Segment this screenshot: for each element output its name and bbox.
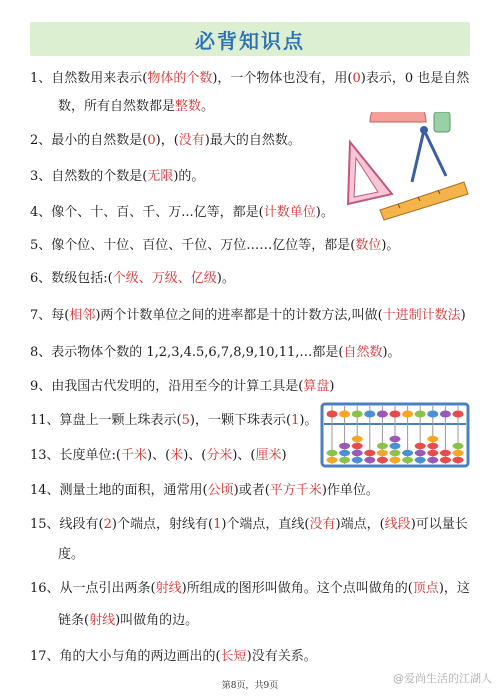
statement-text: 2、最小的自然数是(	[30, 133, 148, 148]
statement-text: )、(	[147, 448, 171, 463]
statement-text: 15、线段有(	[30, 517, 104, 532]
upper-bead	[339, 411, 350, 418]
statement-text: )可以量长	[410, 517, 468, 532]
answer-text: 长短	[220, 649, 247, 664]
answer-text: 计数单位	[263, 205, 316, 220]
lower-bead	[427, 457, 438, 463]
answer-text: 1	[291, 413, 300, 428]
knowledge-line-11	[30, 412, 317, 430]
lower-bead	[415, 450, 426, 456]
statement-text: )	[329, 379, 335, 394]
lower-bead	[377, 450, 388, 456]
answer-text: 0	[352, 71, 361, 86]
lower-bead	[339, 457, 350, 463]
knowledge-line-13	[30, 447, 287, 465]
answer-text: 2	[103, 517, 112, 532]
statement-text: )，这	[438, 581, 470, 596]
lower-bead	[427, 450, 438, 456]
upper-bead	[364, 411, 375, 418]
answer-text: 1	[213, 517, 222, 532]
answer-text: 公顷	[207, 483, 234, 498]
statement-text: )	[460, 308, 466, 323]
statement-text: 8、表示物体个数的 1,2,3,4.5,6,7,8,9,10,11,…都是(	[30, 345, 344, 360]
lower-bead	[427, 436, 438, 442]
knowledge-line-4	[30, 204, 334, 222]
knowledge-line-8	[30, 344, 401, 362]
answer-text: 没有	[309, 517, 336, 532]
statement-text: )。	[216, 271, 235, 286]
lower-bead	[453, 450, 464, 456]
lower-bead	[352, 450, 363, 456]
statement-text: 6、数级包括:(	[30, 271, 113, 286]
lower-bead	[352, 436, 363, 442]
lower-bead	[390, 443, 401, 449]
lower-bead	[427, 443, 438, 449]
answer-text: 分米	[206, 448, 233, 463]
answer-text: 整数	[175, 99, 202, 114]
lower-bead	[327, 450, 338, 456]
statement-text: )。	[315, 205, 334, 220]
statement-text: )的。	[173, 169, 205, 184]
statement-text: 7、每(	[30, 308, 70, 323]
statement-text: )。	[382, 345, 401, 360]
statement-text: )个端点，直线(	[221, 517, 310, 532]
statement-text: )叫做角的边。	[115, 613, 199, 628]
lower-bead	[339, 450, 350, 456]
answer-text: 无限	[147, 169, 174, 184]
statement-text: )。	[381, 238, 400, 253]
statement-text: 。	[201, 99, 215, 114]
lower-bead	[415, 443, 426, 449]
statement-text: )没有关系。	[246, 649, 317, 664]
statement-text: 17、角的大小与角的两边画出的(	[30, 649, 221, 664]
lower-bead	[440, 457, 451, 463]
knowledge-line-1a	[30, 70, 469, 88]
answer-text: 米	[170, 448, 184, 463]
knowledge-line-3	[30, 168, 204, 186]
geometry-tools-illustration	[340, 112, 470, 222]
lower-bead	[402, 450, 413, 456]
knowledge-line-15a	[30, 516, 468, 534]
statement-text: )个端点，射线有(	[111, 517, 214, 532]
watermark: @爱尚生活的江湖人	[393, 672, 492, 685]
statement-text: 5、像个位、十位、百位、千位、万位……亿位等，都是(	[30, 238, 356, 253]
statement-text: )，一颗下珠表示(	[189, 413, 292, 428]
statement-text: )或者(	[233, 483, 270, 498]
statement-text: )表示，0 也是自然	[360, 71, 470, 86]
lower-bead	[352, 457, 363, 463]
knowledge-line-16b	[58, 612, 198, 630]
answer-text: 射线	[89, 613, 116, 628]
answer-text: 个级、万级、亿级	[112, 271, 217, 286]
statement-text: )。	[299, 413, 318, 428]
lower-bead	[377, 457, 388, 463]
upper-bead	[377, 411, 388, 418]
answer-text: 算盘	[303, 379, 330, 394]
statement-text: 9、由我国古代发明的，沿用至今的计算工具是(	[30, 379, 304, 394]
knowledge-line-9	[30, 378, 334, 396]
lower-bead	[402, 457, 413, 463]
upper-bead	[402, 411, 413, 418]
answer-text: 十进制计数法	[382, 308, 461, 323]
lower-bead	[453, 457, 464, 463]
answer-text: 自然数	[343, 345, 383, 360]
statement-text: )、(	[183, 448, 207, 463]
upper-bead	[427, 411, 438, 418]
answer-text: 顶点	[412, 581, 439, 596]
answer-text: 厘米	[255, 448, 282, 463]
statement-text: 数，所有自然数都是	[58, 99, 176, 114]
statement-text: )最大的自然数。	[204, 133, 301, 148]
statement-text: 1、自然数用来表示(	[30, 71, 148, 86]
answer-text: 没有	[178, 133, 205, 148]
page-title: 必背知识点	[195, 28, 305, 53]
upper-bead	[327, 411, 338, 418]
statement-text: 3、自然数的个数是(	[30, 169, 148, 184]
statement-text: )，(	[155, 133, 179, 148]
statement-text: 4、像个、十、百、千、万...亿等，都是(	[30, 205, 264, 220]
lower-bead	[339, 443, 350, 449]
answer-text: 0	[147, 133, 156, 148]
statement-text: 链条(	[58, 613, 90, 628]
statement-text: )所组成的图形叫做角。这个点叫做角的(	[181, 581, 413, 596]
knowledge-line-7	[30, 307, 466, 325]
knowledge-line-15b	[58, 546, 84, 564]
answer-text: 物体的个数	[147, 71, 213, 86]
answer-text: 相邻	[69, 308, 96, 323]
answer-text: 5	[181, 413, 190, 428]
answer-text: 千米	[121, 448, 148, 463]
statement-text: 16、从一点引出两条(	[30, 581, 156, 596]
knowledge-line-5	[30, 237, 399, 255]
lower-bead	[453, 443, 464, 449]
answer-text: 射线	[155, 581, 182, 596]
lower-bead	[364, 457, 375, 463]
knowledge-line-16a	[30, 580, 470, 598]
upper-bead	[453, 411, 464, 418]
knowledge-line-6	[30, 270, 235, 288]
lower-bead	[352, 443, 363, 449]
lower-bead	[390, 457, 401, 463]
statement-text: )端点，(	[335, 517, 385, 532]
lower-bead	[327, 457, 338, 463]
statement-text: )作单位。	[321, 483, 379, 498]
upper-bead	[352, 411, 363, 418]
statement-text: 14、测量土地的面积，通常用(	[30, 483, 208, 498]
lower-bead	[390, 450, 401, 456]
answer-text: 平方千米	[269, 483, 322, 498]
upper-bead	[390, 411, 401, 418]
knowledge-line-2	[30, 132, 301, 150]
lower-bead	[415, 457, 426, 463]
abacus-illustration	[320, 402, 470, 468]
lower-bead	[377, 443, 388, 449]
title-banner	[30, 22, 470, 56]
statement-text: 13、长度单位:(	[30, 448, 121, 463]
lower-bead	[440, 450, 451, 456]
upper-bead	[415, 411, 426, 418]
answer-text: 线段	[384, 517, 411, 532]
statement-text: 11、算盘上一颗上珠表示(	[30, 413, 182, 428]
knowledge-line-14	[30, 482, 379, 500]
statement-text: 度。	[58, 547, 85, 562]
knowledge-line-1b	[58, 98, 214, 116]
knowledge-line-17	[30, 648, 317, 666]
statement-text: )	[281, 448, 287, 463]
answer-text: 数位	[355, 238, 382, 253]
statement-text: )两个计数单位之间的进率都是十的计数方法,叫做(	[95, 308, 383, 323]
statement-text: )，一个物体也没有，用(	[212, 71, 353, 86]
page-footer: 第8页，共9页	[221, 681, 279, 691]
upper-bead	[440, 411, 451, 418]
lower-bead	[364, 450, 375, 456]
statement-text: )、(	[232, 448, 256, 463]
lower-bead	[390, 436, 401, 442]
